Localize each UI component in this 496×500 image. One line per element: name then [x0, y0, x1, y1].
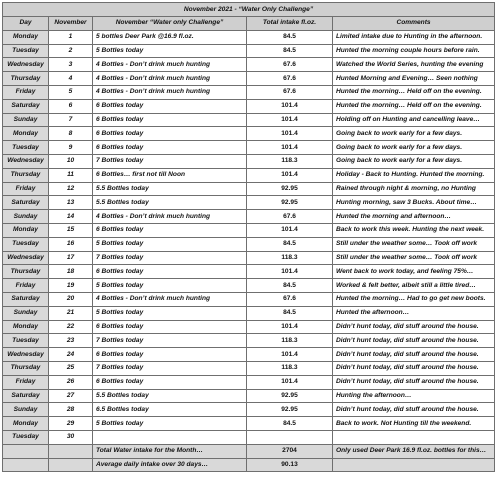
day-cell[interactable]: Tuesday — [3, 237, 49, 251]
description-cell[interactable]: 6 Bottles today — [93, 113, 247, 127]
description-cell[interactable]: 6 Bottles today — [93, 348, 247, 362]
intake-cell[interactable]: 84.5 — [247, 306, 333, 320]
table-row — [3, 292, 495, 306]
comment-cell[interactable]: Hunted the morning and afternoon… — [333, 210, 495, 224]
day-cell[interactable]: Monday — [3, 417, 49, 431]
intake-cell[interactable]: 67.6 — [247, 58, 333, 72]
comment-cell[interactable]: Hunted the morning… Had to go get new boots. — [333, 292, 495, 306]
date-cell[interactable]: 12 — [49, 182, 93, 196]
comment-cell[interactable]: Rained through night & morning, no Hunting — [333, 182, 495, 196]
total-row — [3, 444, 495, 458]
table-row — [3, 44, 495, 58]
intake-cell[interactable]: 118.3 — [247, 154, 333, 168]
date-cell[interactable]: 18 — [49, 265, 93, 279]
date-cell[interactable]: 28 — [49, 403, 93, 417]
comment-cell[interactable]: Limited intake due to Hunting in the afternoon. — [333, 30, 495, 44]
date-cell[interactable]: 25 — [49, 361, 93, 375]
average-comment-blank[interactable] — [333, 458, 495, 472]
comment-cell[interactable]: Still under the weather some… Took off work — [333, 237, 495, 251]
intake-cell[interactable]: 67.6 — [247, 292, 333, 306]
description-cell[interactable]: 4 Bottles - Don’t drink much hunting — [93, 210, 247, 224]
comment-cell[interactable]: Hunted Morning and Evening… Seen nothing — [333, 72, 495, 86]
date-cell[interactable]: 11 — [49, 168, 93, 182]
comment-cell[interactable]: Hunted the morning… Held off on the evening. — [333, 99, 495, 113]
description-cell[interactable]: 5 Bottles today — [93, 417, 247, 431]
table-row — [3, 403, 495, 417]
table-row — [3, 265, 495, 279]
total-blank-cell[interactable] — [49, 444, 93, 458]
total-label[interactable]: Total Water intake for the Month… — [93, 444, 247, 458]
description-cell[interactable]: 6 Bottles today — [93, 223, 247, 237]
date-cell[interactable]: 27 — [49, 389, 93, 403]
header-intake[interactable]: Total intake fl.oz. — [247, 17, 333, 31]
comment-cell[interactable]: Holiday - Back to Hunting. Hunted the morning. — [333, 168, 495, 182]
description-cell[interactable]: 7 Bottles today — [93, 154, 247, 168]
total-comment[interactable]: Only used Deer Park 16.9 fl.oz. bottles for this… — [333, 444, 495, 458]
intake-cell[interactable]: 101.4 — [247, 348, 333, 362]
description-cell[interactable]: 5 Bottles today — [93, 44, 247, 58]
intake-cell[interactable]: 67.6 — [247, 85, 333, 99]
sheet-title: November 2021 - “Water Only Challenge” — [3, 3, 495, 17]
table-row — [3, 334, 495, 348]
comment-cell[interactable]: Didn’t hunt today, did stuff around the house. — [333, 334, 495, 348]
table-row — [3, 85, 495, 99]
day-cell[interactable]: Monday — [3, 223, 49, 237]
day-cell[interactable]: Thursday — [3, 72, 49, 86]
day-cell[interactable]: Thursday — [3, 265, 49, 279]
date-cell[interactable]: 14 — [49, 210, 93, 224]
table-row — [3, 58, 495, 72]
date-cell[interactable]: 6 — [49, 99, 93, 113]
header-row — [3, 17, 495, 31]
comment-cell[interactable]: Went back to work today, and feeling 75%… — [333, 265, 495, 279]
table-row — [3, 223, 495, 237]
day-cell[interactable]: Sunday — [3, 113, 49, 127]
description-cell[interactable]: 6 Bottles today — [93, 141, 247, 155]
description-cell[interactable]: 7 Bottles today — [93, 334, 247, 348]
table-row — [3, 168, 495, 182]
table-row — [3, 182, 495, 196]
intake-cell[interactable]: 101.4 — [247, 375, 333, 389]
date-cell[interactable]: 10 — [49, 154, 93, 168]
intake-spreadsheet — [2, 2, 495, 472]
date-cell[interactable]: 16 — [49, 237, 93, 251]
comment-cell[interactable]: Holding off on Hunting and cancelling leave… — [333, 113, 495, 127]
date-cell[interactable]: 23 — [49, 334, 93, 348]
day-cell[interactable]: Monday — [3, 127, 49, 141]
table-row — [3, 237, 495, 251]
description-cell[interactable]: 6 Bottles… first not till Noon — [93, 168, 247, 182]
day-cell[interactable]: Sunday — [3, 403, 49, 417]
intake-cell[interactable]: 101.4 — [247, 320, 333, 334]
table-row — [3, 279, 495, 293]
comment-cell[interactable]: Going back to work early for a few days. — [333, 141, 495, 155]
average-label[interactable]: Average daily intake over 30 days… — [93, 458, 247, 472]
date-cell[interactable]: 7 — [49, 113, 93, 127]
day-cell[interactable]: Tuesday — [3, 430, 49, 444]
day-cell[interactable]: Monday — [3, 30, 49, 44]
description-cell[interactable]: 7 Bottles today — [93, 361, 247, 375]
table-row — [3, 141, 495, 155]
header-comments[interactable]: Comments — [333, 17, 495, 31]
date-cell[interactable]: 13 — [49, 196, 93, 210]
intake-cell[interactable]: 84.5 — [247, 44, 333, 58]
day-cell[interactable]: Tuesday — [3, 44, 49, 58]
day-cell[interactable]: Saturday — [3, 389, 49, 403]
date-cell[interactable]: 19 — [49, 279, 93, 293]
description-cell[interactable]: 4 Bottles - Don’t drink much hunting — [93, 292, 247, 306]
description-cell[interactable]: 5.5 Bottles today — [93, 389, 247, 403]
intake-cell[interactable]: 101.4 — [247, 265, 333, 279]
table-row — [3, 99, 495, 113]
day-cell[interactable]: Wednesday — [3, 251, 49, 265]
table-row — [3, 417, 495, 431]
table-row — [3, 196, 495, 210]
day-cell[interactable]: Tuesday — [3, 141, 49, 155]
intake-cell[interactable]: 118.3 — [247, 361, 333, 375]
header-day[interactable]: Day — [3, 17, 49, 31]
comment-cell[interactable]: Going back to work early for a few days. — [333, 127, 495, 141]
table-row — [3, 127, 495, 141]
date-cell[interactable]: 2 — [49, 44, 93, 58]
description-cell[interactable] — [93, 430, 247, 444]
intake-cell[interactable]: 101.4 — [247, 168, 333, 182]
description-cell[interactable]: 7 Bottles today — [93, 251, 247, 265]
description-cell[interactable]: 5 bottles Deer Park @16.9 fl.oz. — [93, 30, 247, 44]
day-cell[interactable]: Friday — [3, 85, 49, 99]
date-cell[interactable]: 4 — [49, 72, 93, 86]
table-row — [3, 154, 495, 168]
title-row — [3, 3, 495, 17]
table-row — [3, 320, 495, 334]
description-cell[interactable]: 6 Bottles today — [93, 375, 247, 389]
comment-cell[interactable] — [333, 430, 495, 444]
date-cell[interactable]: 21 — [49, 306, 93, 320]
intake-cell[interactable]: 101.4 — [247, 99, 333, 113]
average-blank-cell[interactable] — [49, 458, 93, 472]
header-november[interactable]: November — [49, 17, 93, 31]
total-value[interactable]: 2704 — [247, 444, 333, 458]
intake-cell[interactable]: 92.95 — [247, 182, 333, 196]
comment-cell[interactable]: Back to work this week. Hunting the next week. — [333, 223, 495, 237]
intake-cell[interactable]: 118.3 — [247, 334, 333, 348]
intake-cell[interactable]: 92.95 — [247, 196, 333, 210]
table-row — [3, 375, 495, 389]
intake-cell[interactable]: 84.5 — [247, 417, 333, 431]
date-cell[interactable]: 17 — [49, 251, 93, 265]
day-cell[interactable]: Friday — [3, 279, 49, 293]
average-row — [3, 458, 495, 472]
description-cell[interactable]: 5 Bottles today — [93, 306, 247, 320]
total-blank-cell[interactable] — [3, 444, 49, 458]
comment-cell[interactable]: Didn’t hunt today, did stuff around the house. — [333, 348, 495, 362]
comment-cell[interactable]: Didn’t hunt today, did stuff around the house. — [333, 320, 495, 334]
comment-cell[interactable]: Hunted the afternoon… — [333, 306, 495, 320]
date-cell[interactable]: 24 — [49, 348, 93, 362]
day-cell[interactable]: Sunday — [3, 210, 49, 224]
comment-cell[interactable]: Didn’t hunt today, did stuff around the house. — [333, 375, 495, 389]
comment-cell[interactable]: Hunting the afternoon… — [333, 389, 495, 403]
intake-cell[interactable]: 84.5 — [247, 237, 333, 251]
intake-cell[interactable]: 67.6 — [247, 72, 333, 86]
comment-cell[interactable]: Didn’t hunt today, did stuff around the house. — [333, 361, 495, 375]
comment-cell[interactable]: Hunting morning, saw 3 Bucks. About time… — [333, 196, 495, 210]
date-cell[interactable]: 30 — [49, 430, 93, 444]
date-cell[interactable]: 15 — [49, 223, 93, 237]
intake-cell[interactable]: 101.4 — [247, 113, 333, 127]
date-cell[interactable]: 8 — [49, 127, 93, 141]
comment-cell[interactable]: Back to work. Not Hunting till the weekend. — [333, 417, 495, 431]
day-cell[interactable]: Thursday — [3, 168, 49, 182]
description-cell[interactable]: 5 Bottles today — [93, 279, 247, 293]
intake-cell[interactable]: 101.4 — [247, 127, 333, 141]
intake-cell[interactable]: 118.3 — [247, 251, 333, 265]
comment-cell[interactable]: Watched the World Series, hunting the evening — [333, 58, 495, 72]
intake-cell[interactable]: 101.4 — [247, 141, 333, 155]
date-cell[interactable]: 29 — [49, 417, 93, 431]
description-cell[interactable]: 6 Bottles today — [93, 127, 247, 141]
intake-cell[interactable]: 84.5 — [247, 279, 333, 293]
day-cell[interactable]: Friday — [3, 182, 49, 196]
comment-cell[interactable]: Worked & felt better, albeit still a little tired… — [333, 279, 495, 293]
description-cell[interactable]: 5.5 Bottles today — [93, 182, 247, 196]
description-cell[interactable]: 4 Bottles - Don’t drink much hunting — [93, 85, 247, 99]
description-cell[interactable]: 4 Bottles - Don’t drink much hunting — [93, 72, 247, 86]
date-cell[interactable]: 20 — [49, 292, 93, 306]
comment-cell[interactable]: Going back to work early for a few days. — [333, 154, 495, 168]
intake-cell[interactable]: 92.95 — [247, 403, 333, 417]
day-cell[interactable]: Wednesday — [3, 58, 49, 72]
average-value[interactable]: 90.13 — [247, 458, 333, 472]
comment-cell[interactable]: Hunted the morning… Held off on the evening. — [333, 85, 495, 99]
table-row — [3, 348, 495, 362]
day-cell[interactable]: Tuesday — [3, 334, 49, 348]
day-cell[interactable]: Monday — [3, 320, 49, 334]
intake-cell[interactable]: 92.95 — [247, 389, 333, 403]
intake-cell[interactable]: 84.5 — [247, 30, 333, 44]
intake-cell[interactable]: 67.6 — [247, 210, 333, 224]
intake-cell[interactable] — [247, 430, 333, 444]
day-cell[interactable]: Sunday — [3, 306, 49, 320]
day-cell[interactable]: Saturday — [3, 99, 49, 113]
day-cell[interactable]: Saturday — [3, 292, 49, 306]
table-row — [3, 251, 495, 265]
date-cell[interactable]: 22 — [49, 320, 93, 334]
comment-cell[interactable]: Didn’t hunt today, did stuff around the house. — [333, 403, 495, 417]
comment-cell[interactable]: Still under the weather some… Took off work — [333, 251, 495, 265]
day-cell[interactable]: Wednesday — [3, 154, 49, 168]
description-cell[interactable]: 6 Bottles today — [93, 265, 247, 279]
date-cell[interactable]: 26 — [49, 375, 93, 389]
description-cell[interactable]: 6.5 Bottles today — [93, 403, 247, 417]
date-cell[interactable]: 5 — [49, 85, 93, 99]
table-row — [3, 389, 495, 403]
comment-cell[interactable]: Hunted the morning couple hours before rain. — [333, 44, 495, 58]
description-cell[interactable]: 6 Bottles today — [93, 320, 247, 334]
day-cell[interactable]: Saturday — [3, 196, 49, 210]
table-row — [3, 72, 495, 86]
table-row — [3, 361, 495, 375]
date-cell[interactable]: 9 — [49, 141, 93, 155]
header-challenge[interactable]: November “Water only Challenge” — [93, 17, 247, 31]
table-row — [3, 30, 495, 44]
day-cell[interactable]: Friday — [3, 375, 49, 389]
day-cell[interactable]: Thursday — [3, 361, 49, 375]
description-cell[interactable]: 6 Bottles today — [93, 99, 247, 113]
average-blank-cell[interactable] — [3, 458, 49, 472]
date-cell[interactable]: 3 — [49, 58, 93, 72]
day-cell[interactable]: Wednesday — [3, 348, 49, 362]
table-row — [3, 306, 495, 320]
date-cell[interactable]: 1 — [49, 30, 93, 44]
table-row — [3, 210, 495, 224]
description-cell[interactable]: 5.5 Bottles today — [93, 196, 247, 210]
table-row — [3, 430, 495, 444]
table-row — [3, 113, 495, 127]
intake-cell[interactable]: 101.4 — [247, 223, 333, 237]
description-cell[interactable]: 4 Bottles - Don’t drink much hunting — [93, 58, 247, 72]
description-cell[interactable]: 5 Bottles today — [93, 237, 247, 251]
